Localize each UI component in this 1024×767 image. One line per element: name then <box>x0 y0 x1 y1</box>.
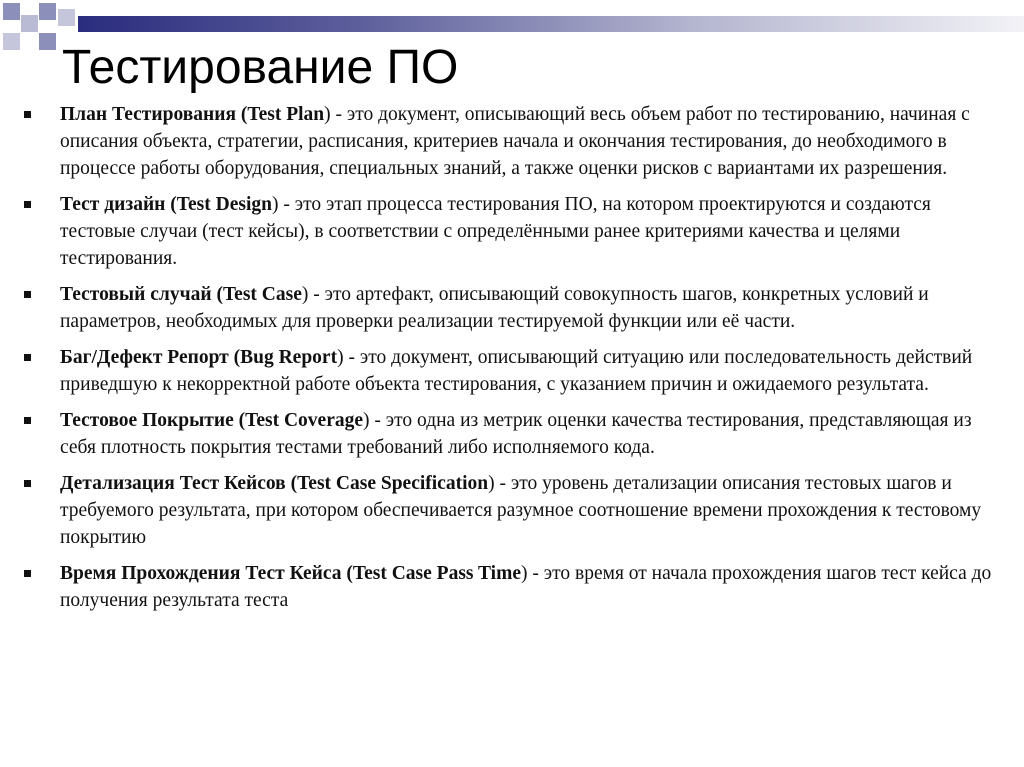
definitions-list <box>22 101 997 623</box>
item-term: Время Прохождения Тест Кейса (Test Case Pass Time <box>60 563 521 584</box>
item-term: Тестовое Покрытие (Test Coverage <box>60 410 364 431</box>
decor-square <box>58 9 75 26</box>
decor-square <box>21 15 38 32</box>
decor-square <box>3 33 20 50</box>
item-text <box>60 101 997 182</box>
list-item <box>22 407 997 461</box>
item-definition: ) - это одна из метрик оценки качества тестирования, представляющая из себя плотность покрытия тестами требований либо исполняемого кода. <box>60 410 972 458</box>
item-text <box>60 344 997 398</box>
item-definition: ) - это документ, описывающий ситуацию или последовательность действий приведшую к некорректной работе объекта тестирования, с указанием причин и ожидаемого результата. <box>60 347 973 395</box>
item-definition: ) - это артефакт, описывающий совокупность шагов, конкретных условий и параметров, необходимых для проверки реализации тестируемой функции или её части. <box>60 284 929 332</box>
item-text <box>60 281 997 335</box>
item-definition: ) - это уровень детализации описания тестовых шагов и требуемого результата, при котором обеспечивается разумное соотношение времени прохождения к тестовому покрытию <box>60 473 982 548</box>
list-item <box>22 560 997 614</box>
decor-square <box>3 3 20 20</box>
square-bullet-icon <box>24 570 31 577</box>
item-term: Тестовый случай (Test Case <box>60 284 302 305</box>
item-definition: ) - это время от начала прохождения шагов тест кейса до получения результата теста <box>60 563 992 611</box>
item-definition: ) - это этап процесса тестирования ПО, на котором проектируются и создаются тестовые случаи (тест кейсы), в соответствии с определёнными ранее критериями качества и целями тестирования. <box>60 194 931 269</box>
square-bullet-icon <box>24 354 31 361</box>
item-definition: ) - это документ, описывающий весь объем работ по тестированию, начиная с описания объекта, стратегии, расписания, критериев начала и окончания тестирования, до необходимого в процессе работы оборудования, специальных знаний, а также оценки рисков с вариантами их разрешения. <box>60 104 970 179</box>
item-term: Детализация Тест Кейсов (Test Case Specification <box>60 473 489 494</box>
square-bullet-icon <box>24 201 31 208</box>
item-term: Тест дизайн (Test Design <box>60 194 272 215</box>
list-item <box>22 344 997 398</box>
decor-square <box>39 3 56 20</box>
item-text <box>60 407 997 461</box>
title-gradient-bar <box>78 16 1024 32</box>
list-item <box>22 470 997 551</box>
item-term: План Тестирования (Test Plan <box>60 104 325 125</box>
item-term: Баг/Дефект Репорт (Bug Report <box>60 347 338 368</box>
square-bullet-icon <box>24 291 31 298</box>
slide-title: Тестирование ПО <box>62 41 459 94</box>
item-text <box>60 191 997 272</box>
list-item <box>22 281 997 335</box>
item-text <box>60 560 997 614</box>
list-item <box>22 101 997 182</box>
square-bullet-icon <box>24 417 31 424</box>
square-bullet-icon <box>24 480 31 487</box>
list-item <box>22 191 997 272</box>
square-bullet-icon <box>24 111 31 118</box>
decor-square <box>39 33 56 50</box>
item-text <box>60 470 997 551</box>
